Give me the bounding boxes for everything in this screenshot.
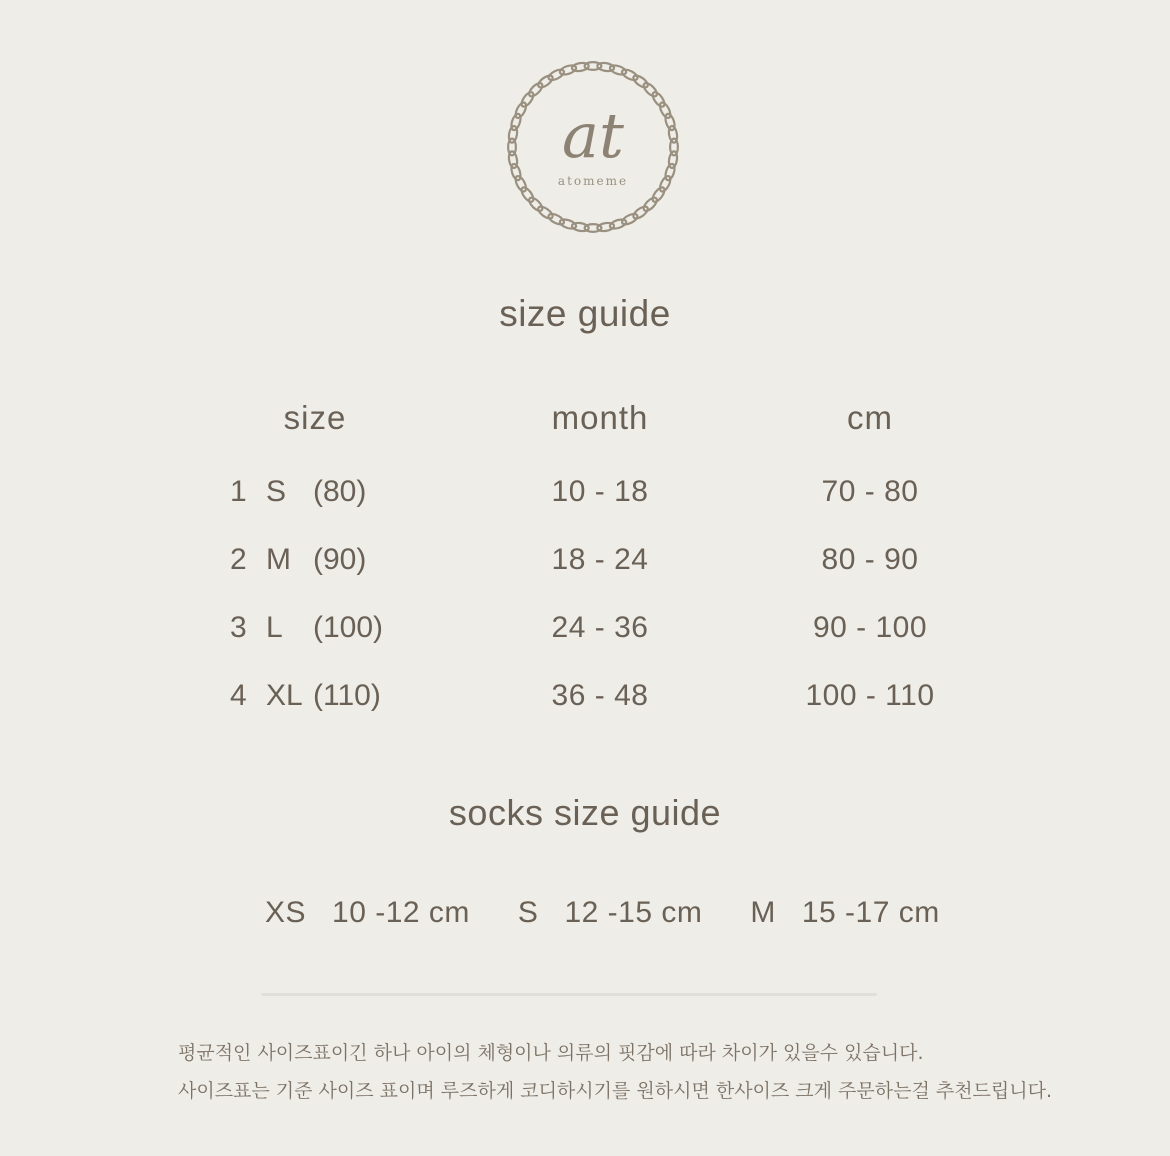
size-cm: (100) <box>313 611 384 644</box>
size-cell <box>150 611 480 645</box>
size-label: M <box>266 543 291 576</box>
socks-size-label: M <box>750 896 776 929</box>
socks-title: socks size guide <box>448 792 722 833</box>
socks-item <box>265 891 470 935</box>
brand-logo <box>506 60 680 234</box>
socks-size-range: 12 -15 cm <box>564 896 703 929</box>
size-table <box>150 396 1020 730</box>
size-label: XL <box>266 679 303 712</box>
socks-size-label: S <box>517 896 539 929</box>
month-value: 10 - 18 <box>551 475 649 508</box>
table-header-cm: cm <box>847 399 893 436</box>
table-row <box>150 662 1020 730</box>
size-label: S <box>266 475 287 508</box>
socks-item <box>750 891 939 935</box>
table-header-row <box>150 396 1020 440</box>
cm-value: 90 - 100 <box>812 611 928 644</box>
table-body <box>150 458 1020 730</box>
size-number: 2 <box>230 543 247 576</box>
note-line-1: 평균적인 사이즈표이긴 하나 아이의 체형이나 의류의 핏감에 따라 차이가 있을수 있습니다. <box>178 1042 924 1064</box>
size-number: 3 <box>230 611 247 644</box>
cm-value: 100 - 110 <box>805 679 935 712</box>
table-row <box>150 526 1020 594</box>
table-header-size: size <box>283 399 347 436</box>
size-number: 1 <box>230 475 247 508</box>
page-title: size guide <box>499 293 671 334</box>
month-value: 24 - 36 <box>551 611 649 644</box>
size-cell <box>150 543 480 577</box>
socks-size-row <box>0 891 1170 935</box>
month-value: 18 - 24 <box>551 543 649 576</box>
notes <box>178 1034 1170 1110</box>
month-value: 36 - 48 <box>551 679 649 712</box>
cm-value: 70 - 80 <box>821 475 919 508</box>
size-cell <box>150 475 480 509</box>
size-number: 4 <box>230 679 247 712</box>
size-cell <box>150 679 480 713</box>
cm-value: 80 - 90 <box>821 543 919 576</box>
divider <box>261 993 877 996</box>
size-cm: (80) <box>313 475 367 508</box>
note-line-2: 사이즈표는 기준 사이즈 표이며 루즈하게 코디하시기를 원하시면 한사이즈 크게 주문하는걸 추천드립니다. <box>178 1080 1053 1102</box>
socks-size-label: XS <box>265 896 307 929</box>
table-header-month: month <box>551 399 649 436</box>
size-label: L <box>266 611 283 644</box>
table-row <box>150 458 1020 526</box>
socks-item <box>518 891 702 935</box>
socks-size-range: 15 -17 cm <box>801 896 940 929</box>
table-row <box>150 594 1020 662</box>
size-cm: (90) <box>313 543 367 576</box>
logo-monogram: at <box>562 99 624 172</box>
logo-brand-text: atomeme <box>557 174 629 188</box>
size-cm: (110) <box>313 679 381 712</box>
socks-size-range: 10 -12 cm <box>332 896 470 929</box>
